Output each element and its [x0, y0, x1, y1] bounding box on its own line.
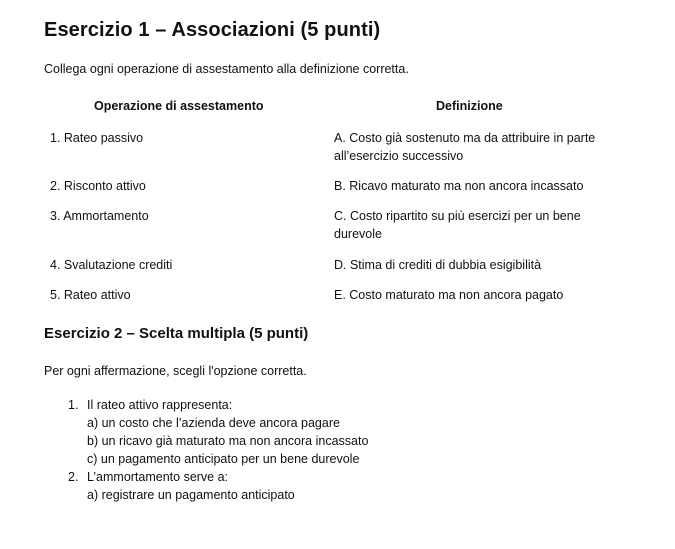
operation-5: 5. Rateo attivo — [50, 288, 131, 302]
question-number: 1. — [68, 398, 79, 412]
operation-4: 4. Svalutazione crediti — [50, 258, 173, 272]
exercise2-instruction: Per ogni affermazione, scegli l'opzione corretta. — [44, 364, 307, 378]
question-list — [68, 396, 368, 504]
exercise1-title: Esercizio 1 – Associazioni (5 punti) — [44, 19, 381, 41]
question-text: L’ammortamento serve a: — [87, 470, 229, 484]
definition-b: B. Ricavo maturato ma non ancora incassato — [334, 179, 584, 193]
option-item: c) un pagamento anticipato per un bene durevole — [87, 452, 360, 466]
option-item: a) registrare un pagamento anticipato — [87, 488, 295, 502]
question-number: 2. — [68, 470, 79, 484]
exercise1-instruction: Collega ogni operazione di assestamento alla definizione corretta. — [44, 62, 409, 76]
question-text: Il rateo attivo rappresenta: — [87, 398, 233, 412]
operation-1: 1. Rateo passivo — [50, 131, 144, 145]
option-item: a) un costo che l’azienda deve ancora pagare — [87, 416, 340, 430]
definition-c: C. Costo ripartito su più esercizi per un bene durevole — [334, 209, 581, 241]
definition-e: E. Costo maturato ma non ancora pagato — [334, 288, 564, 302]
question-1 — [68, 396, 368, 414]
header-definition: Definizione — [436, 99, 503, 113]
operation-3: 3. Ammortamento — [50, 209, 149, 223]
definition-a: A. Costo già sostenuto ma da attribuire in parte all’esercizio successivo — [334, 131, 596, 163]
header-operation: Operazione di assestamento — [94, 99, 264, 113]
question-2 — [68, 468, 368, 486]
operation-2: 2. Risconto attivo — [50, 179, 146, 193]
exercise2-title: Esercizio 2 – Scelta multipla (5 punti) — [44, 325, 309, 342]
option-item: b) un ricavo già maturato ma non ancora incassato — [87, 434, 369, 448]
definition-d: D. Stima di crediti di dubbia esigibilità — [334, 258, 542, 272]
